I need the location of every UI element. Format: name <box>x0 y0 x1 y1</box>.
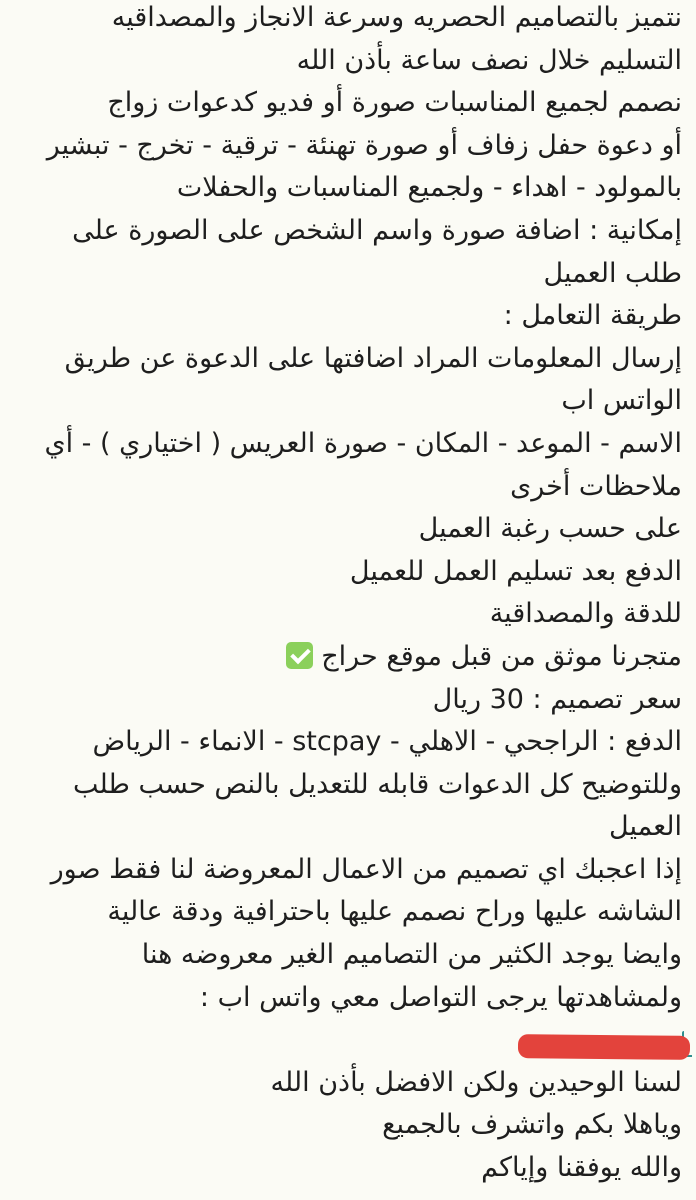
text-line: الاسم - الموعد - المكان - صورة العريس ( اختياري ) - أي <box>44 427 682 459</box>
text-line: نصمم لجميع المناسبات صورة أو فديو كدعوات زواج <box>107 87 682 119</box>
text-line: طريقة التعامل : <box>503 300 682 332</box>
payment-methods-line: الدفع : الراجحي - الاهلي - stcpay - الانماء - الرياض <box>92 726 682 758</box>
text-line: إرسال المعلومات المراد اضافتها على الدعوة عن طريق <box>64 342 682 374</box>
text-line: الدفع بعد تسليم العمل للعميل <box>349 555 682 587</box>
check-mark-button-icon <box>286 642 313 669</box>
redaction-mark <box>518 1034 690 1060</box>
text-line: وياهلا بكم واتشرف بالجميع <box>382 1109 682 1141</box>
verified-store-text: متجرنا موثق من قبل موقع حراج <box>321 640 682 672</box>
price-line: سعر تصميم : 30 ريال <box>432 683 682 715</box>
text-line: وايضا يوجد الكثير من التصاميم الغير معروضه هنا <box>141 939 682 971</box>
text-line: على حسب رغبة العميل <box>418 513 682 545</box>
text-line: ملاحظات أخرى <box>510 470 682 502</box>
text-line: لسنا الوحيدين ولكن الافضل بأذن الله <box>270 1066 682 1098</box>
text-line: إمكانية : اضافة صورة واسم الشخص على الصورة على <box>72 214 682 246</box>
text-line: طلب العميل <box>543 257 682 289</box>
text-line: إذا اعجبك اي تصميم من الاعمال المعروضة لنا فقط صور <box>50 853 682 885</box>
whatsapp-link-line[interactable] <box>12 1019 682 1062</box>
text-line: أو دعوة حفل زفاف أو صورة تهنئة - ترقية - تخرج - تبشير <box>46 129 682 161</box>
text-line: التسليم خلال نصف ساعة بأذن الله <box>296 44 682 76</box>
text-line: للدقة والمصداقية <box>489 598 682 630</box>
text-line: الواتس اب <box>561 385 682 417</box>
text-line: الشاشه عليها وراح نصمم عليها باحترافية ودقة عالية <box>107 896 682 928</box>
text-line: وللتوضيح كل الدعوات قابله للتعديل بالنص حسب طلب <box>72 768 682 800</box>
text-line: بالمولود - اهداء - ولجميع المناسبات والحفلات <box>176 172 682 204</box>
text-line: العميل <box>609 811 682 843</box>
contact-line: ولمشاهدتها يرجى التواصل معي واتس اب : <box>199 981 682 1013</box>
verified-store-line <box>12 636 682 679</box>
text-line: نتميز بالتصاميم الحصريه وسرعة الانجاز والمصداقيه <box>111 2 682 33</box>
text-line: والله يوفقنا وإياكم <box>481 1152 682 1184</box>
